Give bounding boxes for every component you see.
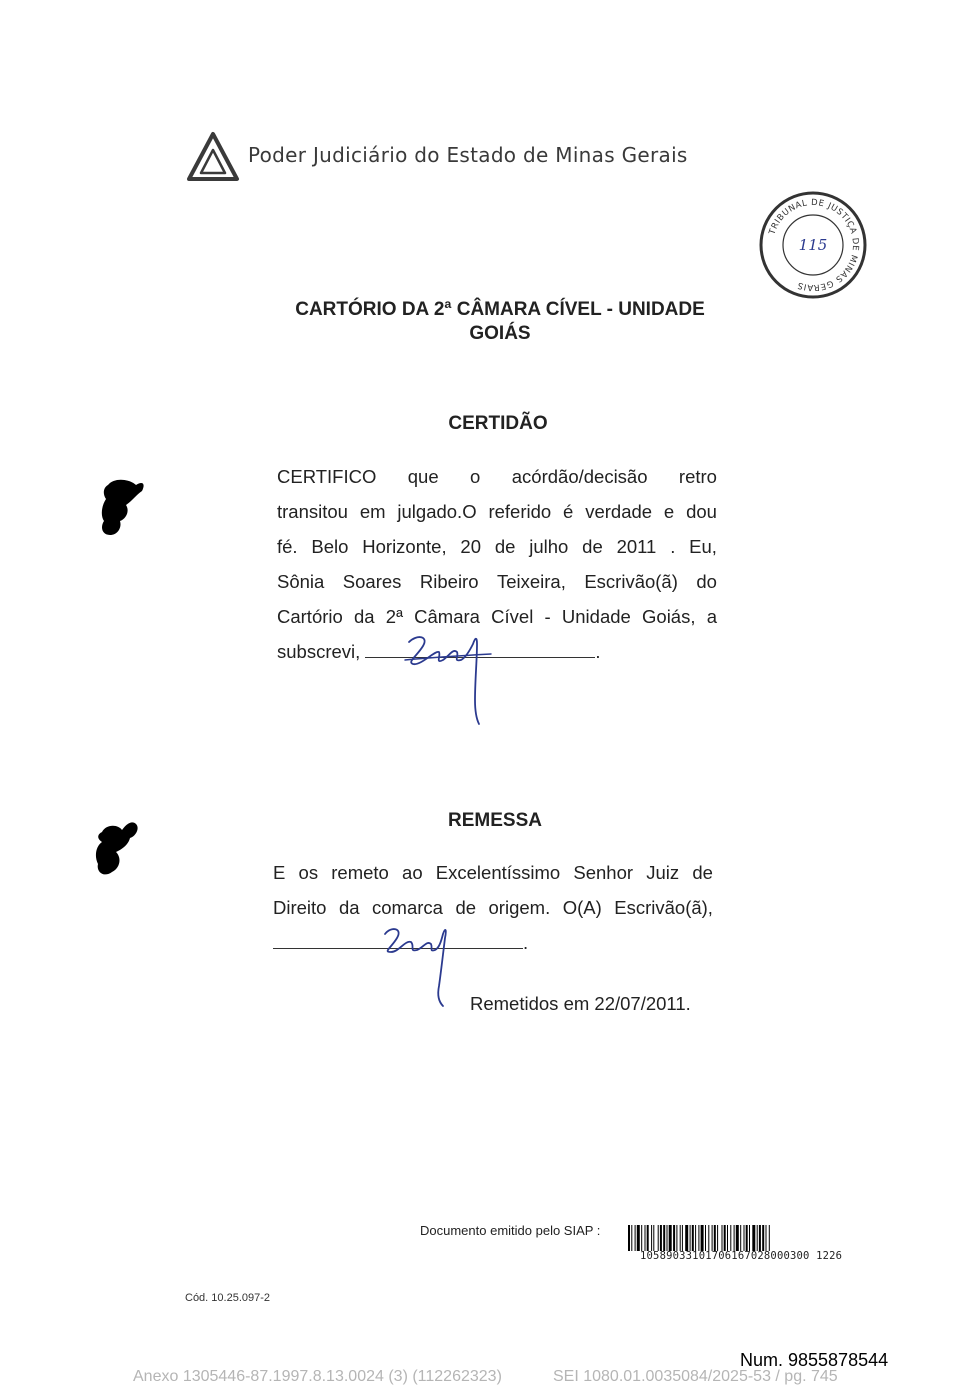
barcode (628, 1225, 860, 1251)
word: Escrivão(ã) (584, 571, 678, 592)
word: de (494, 536, 516, 557)
word: referido (488, 501, 552, 522)
word: origem. (488, 897, 551, 918)
barcode-bar (676, 1225, 677, 1251)
word: Belo (311, 536, 349, 557)
certidao-line-6 (277, 634, 717, 669)
word: julgado.O (397, 501, 477, 522)
word: retro (678, 466, 717, 487)
certidao-body (277, 459, 717, 669)
barcode-bar (663, 1225, 665, 1251)
certidao-title: CERTIDÃO (448, 413, 548, 434)
barcode-bar (759, 1225, 761, 1251)
word: Cível (491, 606, 534, 627)
word: a (706, 606, 717, 627)
word: verdade (585, 501, 653, 522)
redaction-mark (96, 475, 148, 539)
word: acórdão/decisão (511, 466, 648, 487)
barcode-bar (635, 1225, 636, 1251)
signature-line (365, 657, 595, 658)
barcode-bar (705, 1225, 706, 1251)
word: Soares (342, 571, 402, 592)
certidao-line-2 (277, 494, 717, 529)
word: Goiás, (642, 606, 696, 627)
certidao-line-1 (277, 459, 717, 494)
barcode-bar (712, 1225, 713, 1251)
word: da (354, 606, 375, 627)
signature-line (273, 948, 523, 949)
barcode-bar (717, 1225, 718, 1251)
word: Juiz (646, 862, 680, 883)
word: Direito (273, 897, 327, 918)
barcode-bar (669, 1225, 672, 1251)
barcode-bar (685, 1225, 688, 1251)
word: Sônia (277, 571, 325, 592)
word: - (544, 606, 551, 627)
word: o (470, 466, 481, 487)
word: é (563, 501, 574, 522)
office-title-line1: CARTÓRIO DA 2ª CÂMARA CÍVEL - UNIDADE (295, 299, 705, 320)
barcode-number: 10589033101706167028000300 1226 (640, 1250, 843, 1262)
word: dou (686, 501, 717, 522)
word: ao (402, 862, 423, 883)
barcode-bar (680, 1225, 681, 1251)
subscrevi-text: subscrevi, (277, 641, 361, 662)
word: do (696, 571, 717, 592)
barcode-bar (695, 1225, 696, 1251)
word: O(A) (562, 897, 602, 918)
barcode-bar (730, 1225, 731, 1251)
barcode-bar (749, 1225, 750, 1251)
word: os (298, 862, 319, 883)
barcode-bar (708, 1225, 709, 1251)
barcode-bar (744, 1225, 745, 1251)
sei-reference: SEI 1080.01.0035084/2025-53 / pg. 745 (553, 1368, 838, 1385)
remessa-title: REMESSA (448, 810, 542, 831)
barcode-bar (724, 1225, 726, 1251)
barcode-bar (727, 1225, 728, 1251)
word: Escrivão(ã), (614, 897, 713, 918)
office-title-line2: GOIÁS (469, 323, 531, 344)
office-title (270, 298, 730, 346)
word: Horizonte, (362, 536, 447, 557)
barcode-bar (667, 1225, 668, 1251)
siap-label: Documento emitido pelo SIAP : (420, 1223, 601, 1238)
barcode-bar (769, 1225, 770, 1251)
redaction-mark (92, 818, 144, 882)
organization-name: Poder Judiciário do Estado de Minas Gerais (248, 143, 688, 167)
barcode-bar (714, 1225, 716, 1251)
barcode-bar (651, 1225, 652, 1251)
word: . (670, 536, 676, 557)
barcode-bar (690, 1225, 691, 1251)
barcode-bar (757, 1225, 758, 1251)
remetidos-date: Remetidos em 22/07/2011. (470, 993, 691, 1014)
remessa-body (273, 855, 713, 960)
word: de (582, 536, 603, 557)
form-code: Cód. 10.25.097-2 (185, 1292, 271, 1304)
barcode-bar (752, 1225, 755, 1251)
word: de (692, 862, 713, 883)
word: em (359, 501, 386, 522)
barcode-bar (682, 1225, 683, 1251)
seal-text: TRIBUNAL DE JUSTIÇA DE MINAS GERAIS (767, 197, 861, 293)
word: e (663, 501, 675, 522)
barcode-bar (701, 1225, 704, 1251)
barcode-bar (766, 1225, 767, 1251)
remessa-line-3 (273, 925, 713, 960)
barcode-bar (628, 1225, 630, 1251)
word: que (407, 466, 439, 487)
barcode-bar (734, 1225, 735, 1251)
word: julho (529, 536, 569, 557)
barcode-bar (637, 1225, 640, 1251)
document-number: Num. 9855878544 (740, 1350, 889, 1370)
word: 2ª (385, 606, 403, 627)
word: 20 (460, 536, 481, 557)
word: comarca (372, 897, 443, 918)
remessa-line-2 (273, 890, 713, 925)
barcode-bar (740, 1225, 741, 1251)
word: transitou (277, 501, 348, 522)
barcode-bar (660, 1225, 662, 1251)
line-end-period: . (595, 641, 601, 662)
word: Teixeira, (496, 571, 566, 592)
barcode-bar (698, 1225, 699, 1251)
word: Excelentíssimo (435, 862, 561, 883)
barcode-bar (641, 1225, 642, 1251)
barcode-bar (722, 1225, 723, 1251)
barcode-bar (658, 1225, 659, 1251)
annex-reference: Anexo 1305446-87.1997.8.13.0024 (3) (112262323) (133, 1368, 502, 1385)
word: Eu, (689, 536, 717, 557)
barcode-bar (653, 1225, 654, 1251)
word: 2011 (616, 536, 657, 557)
certidao-line-5 (277, 599, 717, 634)
barcode-bar (762, 1225, 764, 1251)
word: Ribeiro (419, 571, 479, 592)
word: E (273, 862, 286, 883)
word: Câmara (414, 606, 480, 627)
word: da (338, 897, 360, 918)
barcode-bar (673, 1225, 675, 1251)
word: Senhor (573, 862, 634, 883)
barcode-bar (647, 1225, 649, 1251)
barcode-bar (631, 1225, 632, 1251)
barcode-bar (746, 1225, 748, 1251)
seal-page-number: 115 (798, 236, 828, 254)
barcode-bar (692, 1225, 694, 1251)
barcode-bar (736, 1225, 739, 1251)
barcode-bar (645, 1225, 646, 1251)
remessa-line-1 (273, 855, 713, 890)
certidao-line-4 (277, 564, 717, 599)
court-seal (758, 190, 868, 300)
word: fé. (277, 536, 298, 557)
word: de (455, 897, 477, 918)
triangle-logo-icon (186, 131, 240, 183)
certidao-line-3 (277, 529, 717, 564)
word: remeto (331, 862, 389, 883)
word: Unidade (561, 606, 631, 627)
word: CERTIFICO (277, 466, 377, 487)
word: Cartório (277, 606, 343, 627)
line-end-period: . (523, 932, 529, 953)
